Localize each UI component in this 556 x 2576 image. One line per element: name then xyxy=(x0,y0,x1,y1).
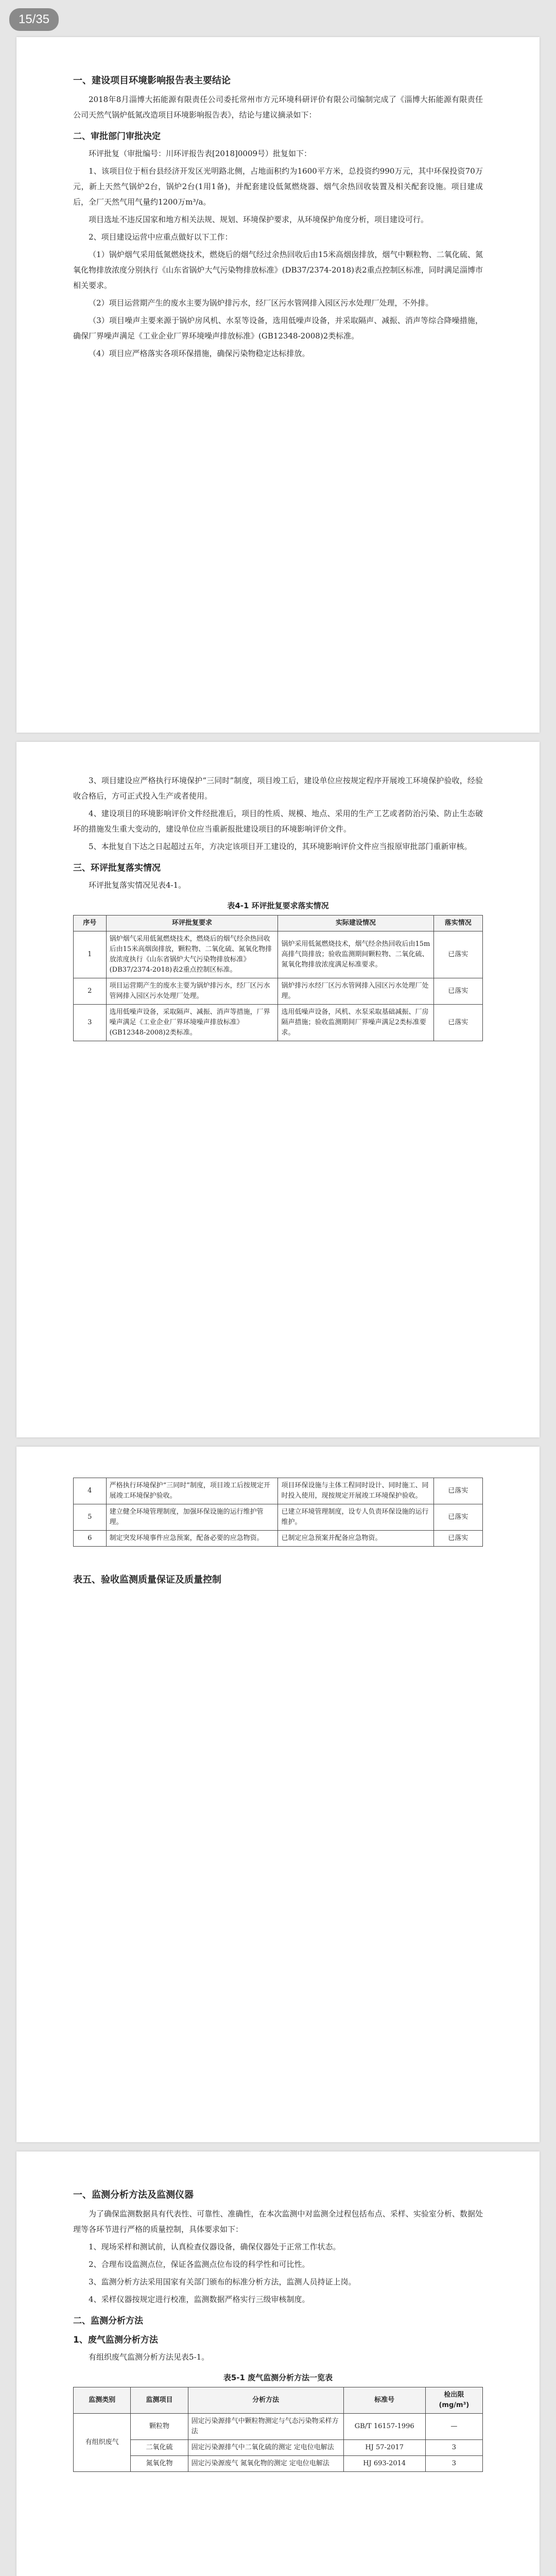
paragraph: （1）锅炉烟气采用低氮燃烧技术，燃烧后的烟气经过余热回收后由15米高烟囱排放，烟气中颗粒物、二氧化硫、氮氧化物排放浓度分别执行《山东省锅炉大气污染物排放标准》(DB37/2374-2018)表2重点控制区标准，同时满足淄博市相关要求。 xyxy=(73,250,483,290)
paragraph: 环评批复（审批编号：川环评报告表[2018]0009号）批复如下： xyxy=(89,149,312,158)
table-row xyxy=(74,931,483,978)
paragraph: （4）项目应严格落实各项环保措施，确保污染物稳定达标排放。 xyxy=(89,349,310,358)
document-page-4 xyxy=(16,2151,540,2576)
table-header: 检出限 (mg/m³) xyxy=(425,2387,482,2414)
paragraph: 1、现场采样和测试前，认真检查仪器设备，确保仪器处于正常工作状态。 xyxy=(89,2242,341,2251)
document-page-2 xyxy=(16,742,540,1437)
table-caption: 表5-1 废气监测分析方法一览表 xyxy=(223,2373,333,2382)
gas-methods-table xyxy=(73,2387,483,2472)
table-cell: 已落实 xyxy=(433,1478,482,1504)
table-cell: 6 xyxy=(74,1531,107,1547)
viewer-topbar xyxy=(0,0,556,36)
table-cell: 3 xyxy=(425,2440,482,2456)
table-cell: 已落实 xyxy=(433,931,482,978)
table-cell: 4 xyxy=(74,1478,107,1504)
paragraph: 3、监测分析方法采用国家有关部门颁布的标准分析方法，监测人员持证上岗。 xyxy=(89,2277,356,2286)
paragraph: 5、本批复自下达之日起超过五年，方决定该项目开工建设的，其环境影响评价文件应当报原审批部门重新审核。 xyxy=(89,842,472,851)
table-row xyxy=(74,2414,483,2440)
table-row xyxy=(74,2440,483,2456)
table-cell: 二氧化硫 xyxy=(131,2440,188,2456)
table-cell: GB/T 16157-1996 xyxy=(343,2414,425,2440)
paragraph: 2018年8月淄博大拓能源有限责任公司委托常州市方元环境科研评价有限公司编制完成了《淄博大拓能源有限责任公司天然气锅炉低氮改造项目环境影响报告表》，结论与建议摘录如下： xyxy=(73,95,483,120)
paragraph: 有组织废气监测分析方法见表5-1。 xyxy=(89,2352,210,2362)
paragraph: 为了确保监测数据具有代表性、可靠性、准确性，在本次监测中对监测全过程包括布点、采样、实验室分析、数据处理等各环节进行严格的质量控制，具体要求如下： xyxy=(73,2209,483,2234)
table-cell: 选用低噪声设备，风机、水泵采取基础减振、厂房隔声措施；验收监测期间厂界噪声满足2类标准要求。 xyxy=(278,1005,433,1041)
subsubsection-heading: 1、废气监测分析方法 xyxy=(73,2335,158,2345)
table-header: 分析方法 xyxy=(188,2387,343,2414)
table-header: 实际建设情况 xyxy=(278,916,433,931)
table-cell: 已落实 xyxy=(433,1531,482,1547)
table-cell: 已制定应急预案并配备应急物资。 xyxy=(278,1531,433,1547)
paragraph: 4、建设项目的环境影响评价文件经批准后，项目的性质、规模、地点、采用的生产工艺或者防治污染、防止生态破坏的措施发生重大变动的，建设单位应当重新报批建设项目的环境影响评价文件。 xyxy=(73,809,483,834)
table-cell: 1 xyxy=(74,931,107,978)
table-cell: 严格执行环境保护“三同时”制度，项目竣工后按规定开展竣工环境保护验收。 xyxy=(106,1478,278,1504)
table-row xyxy=(74,1504,483,1531)
table-header: 序号 xyxy=(74,916,107,931)
table-row xyxy=(74,2456,483,2472)
table-cell: HJ 57-2017 xyxy=(343,2440,425,2456)
table-cell: 项目运营期产生的废水主要为锅炉排污水，经厂区污水管网排入园区污水处理厂处理。 xyxy=(106,978,278,1005)
table-cell: 已建立环境管理制度，设专人负责环保设施的运行维护。 xyxy=(278,1504,433,1531)
table-row xyxy=(74,1005,483,1041)
table-cell: 5 xyxy=(74,1504,107,1531)
table-header: 标准号 xyxy=(343,2387,425,2414)
table-cell: 建立健全环境管理制度，加强环保设施的运行维护管理。 xyxy=(106,1504,278,1531)
table-cell: 锅炉排污水经厂区污水管网排入园区污水处理厂处理。 xyxy=(278,978,433,1005)
table-cell: — xyxy=(425,2414,482,2440)
table-cell: 项目环保设施与主体工程同时设计、同时施工、同时投入使用，现按规定开展竣工环境保护验收。 xyxy=(278,1478,433,1504)
paragraph: 4、采样仪器按规定进行校准，监测数据严格实行三级审核制度。 xyxy=(89,2295,310,2304)
paragraph: （3）项目噪声主要来源于锅炉房风机、水泵等设备，选用低噪声设备，并采取隔声、减振、消声等综合降噪措施，确保厂界噪声满足《工业企业厂界环境噪声排放标准》(GB12348-2008)2类标准。 xyxy=(73,316,483,341)
subsection-heading: 二、审批部门审批决定 xyxy=(73,131,161,142)
section-heading: 一、监测分析方法及监测仪器 xyxy=(73,2190,194,2200)
table-row xyxy=(74,1478,483,1504)
table-cell: 已落实 xyxy=(433,1504,482,1531)
table-header: 落实情况 xyxy=(433,916,482,931)
table-cell: 颗粒物 xyxy=(131,2414,188,2440)
approval-table xyxy=(73,915,483,1041)
table-cell: 3 xyxy=(74,1005,107,1041)
document-page-3 xyxy=(16,1447,540,2142)
table-row xyxy=(74,978,483,1005)
section-heading: 一、建设项目环境影响报告表主要结论 xyxy=(73,75,231,86)
table-cell: 2 xyxy=(74,978,107,1005)
table-caption: 表4-1 环评批复要求落实情况 xyxy=(227,901,329,910)
table-cell: 有组织废气 xyxy=(74,2414,131,2472)
document-page-1 xyxy=(16,37,540,733)
table-cell: 固定污染源废气 氮氧化物的测定 定电位电解法 xyxy=(188,2456,343,2472)
table-header: 监测类别 xyxy=(74,2387,131,2414)
table-header: 监测项目 xyxy=(131,2387,188,2414)
paragraph: （2）项目运营期产生的废水主要为锅炉排污水，经厂区污水管网排入园区污水处理厂处理，不外排。 xyxy=(89,298,433,308)
table-row xyxy=(74,1531,483,1547)
subsection-heading: 二、监测分析方法 xyxy=(73,2316,143,2326)
table-cell: 已落实 xyxy=(433,978,482,1005)
table-cell: 3 xyxy=(425,2456,482,2472)
table-cell: 固定污染源排气中二氧化硫的测定 定电位电解法 xyxy=(188,2440,343,2456)
table-header: 环评批复要求 xyxy=(106,916,278,931)
table-cell: HJ 693-2014 xyxy=(343,2456,425,2472)
approval-table-continued xyxy=(73,1478,483,1547)
table-cell: 固定污染源排气中颗粒物测定与气态污染物采样方法 xyxy=(188,2414,343,2440)
section-title: 表五、验收监测质量保证及质量控制 xyxy=(73,1574,221,1585)
paragraph: 1、该项目位于桓台县经济开发区光明路北侧，占地面积约为1600平方米，总投资约990万元，其中环保投资70万元，新上天然气锅炉2台，锅炉2台(1用1备)，并配套建设低氮燃烧器、烟气余热回收装置及相关配套设施。项目建成后，全厂天然气用气量约1200万m³/a。 xyxy=(73,166,483,207)
table-cell: 已落实 xyxy=(433,1005,482,1041)
table-cell: 锅炉采用低氮燃烧技术，烟气经余热回收后由15m高排气筒排放；验收监测期间颗粒物、二氧化硫、氮氧化物排放浓度满足标准要求。 xyxy=(278,931,433,978)
table-cell: 制定突发环境事件应急预案，配备必要的应急物资。 xyxy=(106,1531,278,1547)
table-cell: 氮氧化物 xyxy=(131,2456,188,2472)
paragraph: 环评批复落实情况见表4-1。 xyxy=(89,880,186,890)
table-cell: 选用低噪声设备，采取隔声、减振、消声等措施，厂界噪声满足《工业企业厂界环境噪声排放标准》(GB12348-2008)2类标准。 xyxy=(106,1005,278,1041)
paragraph: 2、项目建设运营中应重点做好以下工作： xyxy=(89,232,233,242)
paragraph: 项目选址不违反国家和地方相关法规、规划、环境保护要求，从环境保护角度分析，项目建设可行。 xyxy=(89,215,429,224)
table-cell: 锅炉烟气采用低氮燃烧技术，燃烧后的烟气经余热回收后由15米高烟囱排放，颗粒物、二氧化硫、氮氧化物排放浓度执行《山东省锅炉大气污染物排放标准》(DB37/2374-2018)表2重点控制区标准。 xyxy=(106,931,278,978)
paragraph: 2、合理布设监测点位，保证各监测点位布设的科学性和可比性。 xyxy=(89,2260,310,2269)
subsection-heading: 三、环评批复落实情况 xyxy=(73,863,161,873)
page-indicator: 15/35 xyxy=(9,8,59,31)
paragraph: 3、项目建设应严格执行环境保护“三同时”制度，项目竣工后，建设单位应按规定程序开展竣工环境保护验收，经验收合格后，方可正式投入生产或者使用。 xyxy=(73,776,483,801)
